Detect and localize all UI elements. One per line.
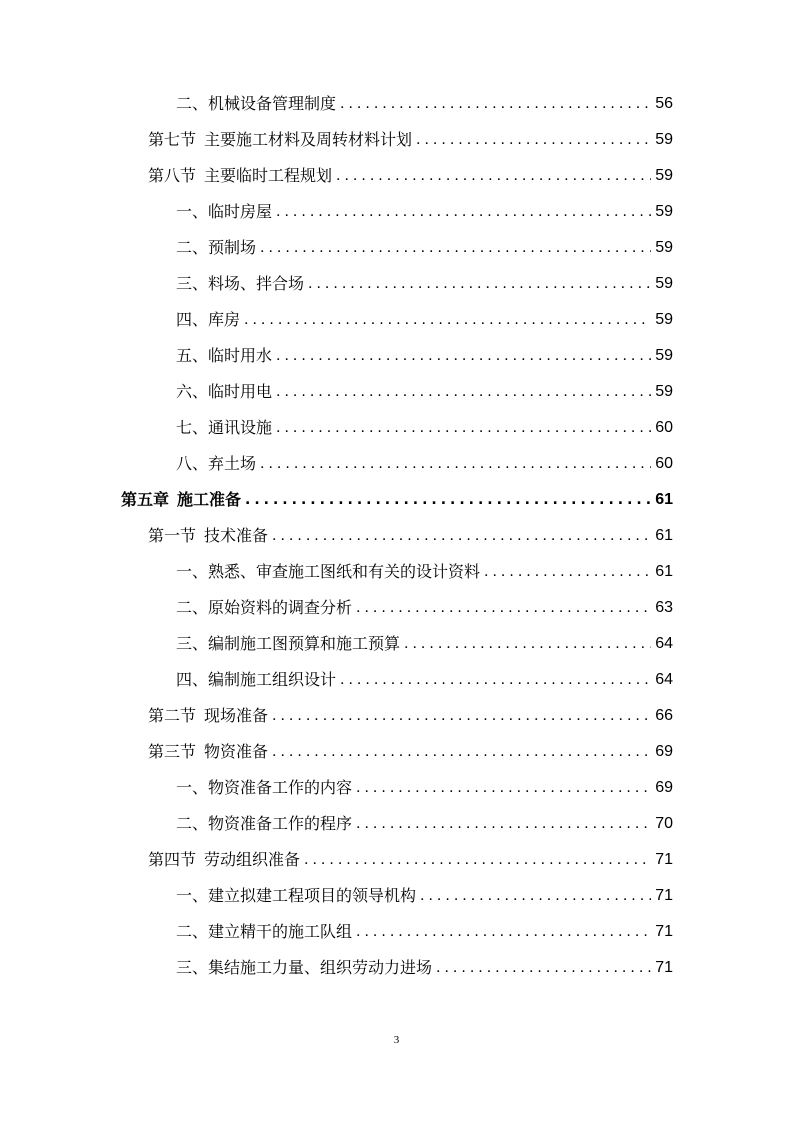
toc-dot-leader <box>336 166 651 186</box>
toc-dot-leader <box>245 490 651 510</box>
toc-entry-item[interactable] <box>176 774 673 798</box>
toc-entry-label: 二、原始资料的调查分析 <box>176 598 353 617</box>
toc-entry-item[interactable] <box>176 666 673 690</box>
toc-entry-item[interactable] <box>176 414 673 438</box>
toc-entry-title <box>176 562 480 582</box>
toc-dot-leader <box>356 814 651 834</box>
toc-entry-label: 一、建立拟建工程项目的领导机构 <box>176 886 417 905</box>
toc-dot-leader <box>272 526 651 546</box>
toc-page-number: 71 <box>655 851 673 868</box>
toc-entry-title <box>176 454 256 474</box>
toc-page-number: 69 <box>655 779 673 796</box>
toc-page-number: 61 <box>655 527 673 544</box>
toc-dot-leader <box>308 274 651 294</box>
toc-page-number: 66 <box>655 707 673 724</box>
toc-page-number: 71 <box>655 923 673 940</box>
toc-page-number: 60 <box>655 419 673 436</box>
toc-entry-title <box>176 94 336 114</box>
toc-dot-leader <box>340 670 651 690</box>
toc-entry-title <box>176 202 272 222</box>
toc-page-number: 59 <box>655 131 673 148</box>
toc-entry-label: 三、料场、拌合场 <box>176 274 305 293</box>
toc-entry-item[interactable] <box>176 810 673 834</box>
toc-entry-title <box>176 346 272 366</box>
toc-entry-title <box>176 598 352 618</box>
toc-page-number: 64 <box>655 671 673 688</box>
toc-entry-number: 第四节 <box>148 850 197 869</box>
toc-entry-item[interactable] <box>176 954 673 978</box>
toc-entry-item[interactable] <box>176 198 673 222</box>
toc-entry-section[interactable] <box>148 522 673 546</box>
toc-dot-leader <box>260 238 651 258</box>
toc-entry-title <box>176 778 352 798</box>
toc-entry-title <box>148 706 268 726</box>
toc-entry-number: 第五章 <box>121 490 170 509</box>
toc-entry-number: 第二节 <box>148 706 197 725</box>
toc-entry-label: 劳动组织准备 <box>204 850 301 869</box>
toc-dot-leader <box>276 202 651 222</box>
toc-entry-section[interactable] <box>148 702 673 726</box>
toc-page-number: 59 <box>655 347 673 364</box>
toc-entry-section[interactable] <box>148 738 673 762</box>
toc-dot-leader <box>356 598 651 618</box>
toc-page-number: 71 <box>655 887 673 904</box>
toc-page-number: 61 <box>655 491 673 508</box>
toc-entry-label: 现场准备 <box>204 706 269 725</box>
toc-dot-leader <box>404 634 651 654</box>
toc-dot-leader <box>304 850 651 870</box>
toc-page-number: 59 <box>655 239 673 256</box>
toc-entry-item[interactable] <box>176 378 673 402</box>
toc-page-number: 59 <box>655 203 673 220</box>
toc-entry-title <box>176 814 352 834</box>
toc-entry-item[interactable] <box>176 306 673 330</box>
toc-entry-title <box>176 670 336 690</box>
toc-page-number: 63 <box>655 599 673 616</box>
toc-entry-title <box>176 634 400 654</box>
toc-entry-item[interactable] <box>176 270 673 294</box>
toc-dot-leader <box>416 130 651 150</box>
toc-entry-number: 第八节 <box>148 166 197 185</box>
toc-page-number: 60 <box>655 455 673 472</box>
toc-entry-label: 一、临时房屋 <box>176 202 273 221</box>
toc-page-number: 59 <box>655 311 673 328</box>
toc-entry-label: 七、通讯设施 <box>176 418 273 437</box>
toc-entry-label: 三、编制施工图预算和施工预算 <box>176 634 401 653</box>
toc-entry-item[interactable] <box>176 918 673 942</box>
toc-page-number: 70 <box>655 815 673 832</box>
toc-entry-label: 主要施工材料及周转材料计划 <box>204 130 413 149</box>
toc-entry-label: 二、机械设备管理制度 <box>176 94 337 113</box>
toc-entry-number: 第一节 <box>148 526 197 545</box>
toc-entry-title <box>148 526 268 546</box>
toc-entry-title <box>148 850 300 870</box>
toc-page-number: 56 <box>655 95 673 112</box>
toc-dot-leader <box>260 454 651 474</box>
toc-entry-item[interactable] <box>176 342 673 366</box>
toc-entry-label: 四、库房 <box>176 310 241 329</box>
toc-entry-label: 施工准备 <box>177 490 242 509</box>
toc-page-number: 69 <box>655 743 673 760</box>
toc-dot-leader <box>276 346 651 366</box>
toc-entry-title <box>176 886 416 906</box>
toc-entry-number: 第三节 <box>148 742 197 761</box>
toc-entry-title <box>176 274 304 294</box>
toc-entry-section[interactable] <box>148 846 673 870</box>
toc-entry-label: 八、弃土场 <box>176 454 257 473</box>
toc-dot-leader <box>436 958 651 978</box>
toc-entry-label: 二、物资准备工作的程序 <box>176 814 353 833</box>
toc-dot-leader <box>272 742 651 762</box>
toc-entry-title <box>176 310 240 330</box>
toc-entry-chapter[interactable] <box>121 486 673 510</box>
toc-entry-item[interactable] <box>176 594 673 618</box>
toc-dot-leader <box>484 562 651 582</box>
toc-dot-leader <box>340 94 651 114</box>
toc-page-number: 71 <box>655 959 673 976</box>
toc-entry-title <box>121 490 241 510</box>
toc-dot-leader <box>356 778 651 798</box>
toc-entry-label: 一、熟悉、审查施工图纸和有关的设计资料 <box>176 562 481 581</box>
toc-entry-title <box>176 238 256 258</box>
toc-entry-title <box>176 418 272 438</box>
toc-entry-item[interactable] <box>176 90 673 114</box>
toc-page-number: 61 <box>655 563 673 580</box>
toc-entry-label: 四、编制施工组织设计 <box>176 670 337 689</box>
toc-entry-item[interactable] <box>176 234 673 258</box>
toc-entry-label: 物资准备 <box>204 742 269 761</box>
toc-entry-number: 第七节 <box>148 130 197 149</box>
toc-entry-item[interactable] <box>176 558 673 582</box>
toc-entry-label: 二、建立精干的施工队组 <box>176 922 353 941</box>
toc-entry-label: 一、物资准备工作的内容 <box>176 778 353 797</box>
toc-entry-item[interactable] <box>176 882 673 906</box>
toc-page-number: 59 <box>655 167 673 184</box>
toc-entry-section[interactable] <box>148 162 673 186</box>
toc-entry-section[interactable] <box>148 126 673 150</box>
toc-dot-leader <box>356 922 651 942</box>
toc-entry-title <box>176 382 272 402</box>
toc-dot-leader <box>276 382 651 402</box>
toc-dot-leader <box>244 310 651 330</box>
toc-entry-title <box>176 922 352 942</box>
toc-entry-label: 六、临时用电 <box>176 382 273 401</box>
toc-entry-title <box>176 958 432 978</box>
toc-page-number: 64 <box>655 635 673 652</box>
toc-entry-title <box>148 742 268 762</box>
toc-entry-label: 技术准备 <box>204 526 269 545</box>
toc-dot-leader <box>272 706 651 726</box>
toc-entry-label: 二、预制场 <box>176 238 257 257</box>
toc-entry-label: 主要临时工程规划 <box>204 166 333 185</box>
page-footer-number: 3 <box>393 1034 400 1046</box>
toc-page-number: 59 <box>655 275 673 292</box>
toc-entry-title <box>148 166 332 186</box>
toc-entry-title <box>148 130 412 150</box>
toc-entry-item[interactable] <box>176 630 673 654</box>
toc-dot-leader <box>276 418 651 438</box>
toc-dot-leader <box>420 886 651 906</box>
toc-entry-item[interactable] <box>176 450 673 474</box>
toc-entry-label: 五、临时用水 <box>176 346 273 365</box>
toc-entry-label: 三、集结施工力量、组织劳动力进场 <box>176 958 433 977</box>
toc-page-number: 59 <box>655 383 673 400</box>
